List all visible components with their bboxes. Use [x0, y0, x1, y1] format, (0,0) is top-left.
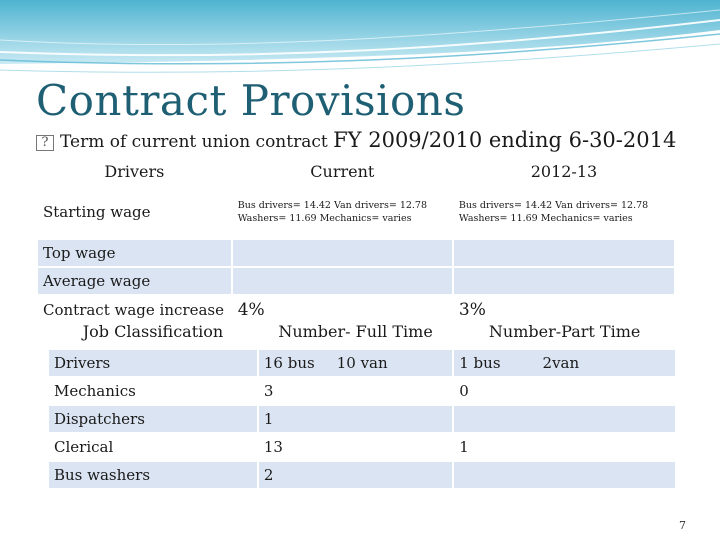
- part-time-cell: 1: [454, 434, 675, 460]
- col-current: Current: [310, 161, 375, 181]
- job-class: Dispatchers: [49, 406, 257, 432]
- decorative-wave-header: [0, 0, 720, 80]
- col-part-time: Number-Part Time: [488, 321, 641, 341]
- job-class: Drivers: [49, 350, 257, 376]
- part-time-cell: 0: [454, 378, 675, 404]
- subtitle-prefix: Term of current union contract: [60, 132, 328, 152]
- full-time-cell: 16 bus 10 van: [259, 350, 452, 376]
- cell-current: [233, 240, 452, 266]
- full-time-cell: 13: [259, 434, 452, 460]
- full-time-cell: 3: [259, 378, 452, 404]
- table-row: [49, 434, 675, 460]
- wage-table: [36, 156, 676, 325]
- job-class: Bus washers: [49, 462, 257, 488]
- full-time-cell: [259, 490, 452, 516]
- part-time-cell: [454, 462, 675, 488]
- table-row: [49, 490, 675, 516]
- page-title: Contract Provisions: [36, 76, 466, 125]
- cell-2012-13: [454, 240, 674, 266]
- subtitle-fiscal-year: FY 2009/2010 ending 6-30-2014: [333, 128, 677, 152]
- table-row: [38, 240, 674, 266]
- table-row: [49, 350, 675, 376]
- job-class: Mechanics: [49, 378, 257, 404]
- table-row: [49, 378, 675, 404]
- col-2012-13: 2012-13: [530, 161, 598, 181]
- part-time-cell: 1 bus 2van: [454, 350, 675, 376]
- row-label: Top wage: [38, 240, 231, 266]
- job-class: [49, 490, 257, 516]
- table-row: [38, 186, 674, 238]
- col-job-classification: Job Classification: [82, 321, 224, 341]
- col-full-time: Number- Full Time: [278, 321, 433, 341]
- table-row: [49, 462, 675, 488]
- cell-2012-13: [454, 268, 674, 294]
- col-drivers: Drivers: [104, 161, 165, 181]
- job-class: Clerical: [49, 434, 257, 460]
- row-label: Starting wage: [38, 186, 231, 238]
- cell-2012-13: Bus drivers= 14.42 Van drivers= 12.78 Washers= 11.69 Mechanics= varies: [454, 186, 674, 238]
- cell-current: 4%: [233, 296, 452, 323]
- cell-current: Bus drivers= 14.42 Van drivers= 12.78 Washers= 11.69 Mechanics= varies: [233, 186, 452, 238]
- page-number: 7: [679, 519, 686, 532]
- table-row: [38, 268, 674, 294]
- staffing-table: [47, 312, 677, 518]
- cell-current: [233, 268, 452, 294]
- part-time-cell: [454, 406, 675, 432]
- full-time-cell: 2: [259, 462, 452, 488]
- wage-table-header: [38, 158, 674, 184]
- table-row: [49, 406, 675, 432]
- subtitle: [36, 128, 676, 152]
- part-time-cell: [454, 490, 675, 516]
- full-time-cell: 1: [259, 406, 452, 432]
- row-label: Contract wage increase: [38, 296, 231, 323]
- bullet-box-icon: ?: [36, 135, 54, 151]
- staffing-table-header: [49, 314, 675, 348]
- cell-2012-13: 3%: [454, 296, 674, 323]
- row-label: Average wage: [38, 268, 231, 294]
